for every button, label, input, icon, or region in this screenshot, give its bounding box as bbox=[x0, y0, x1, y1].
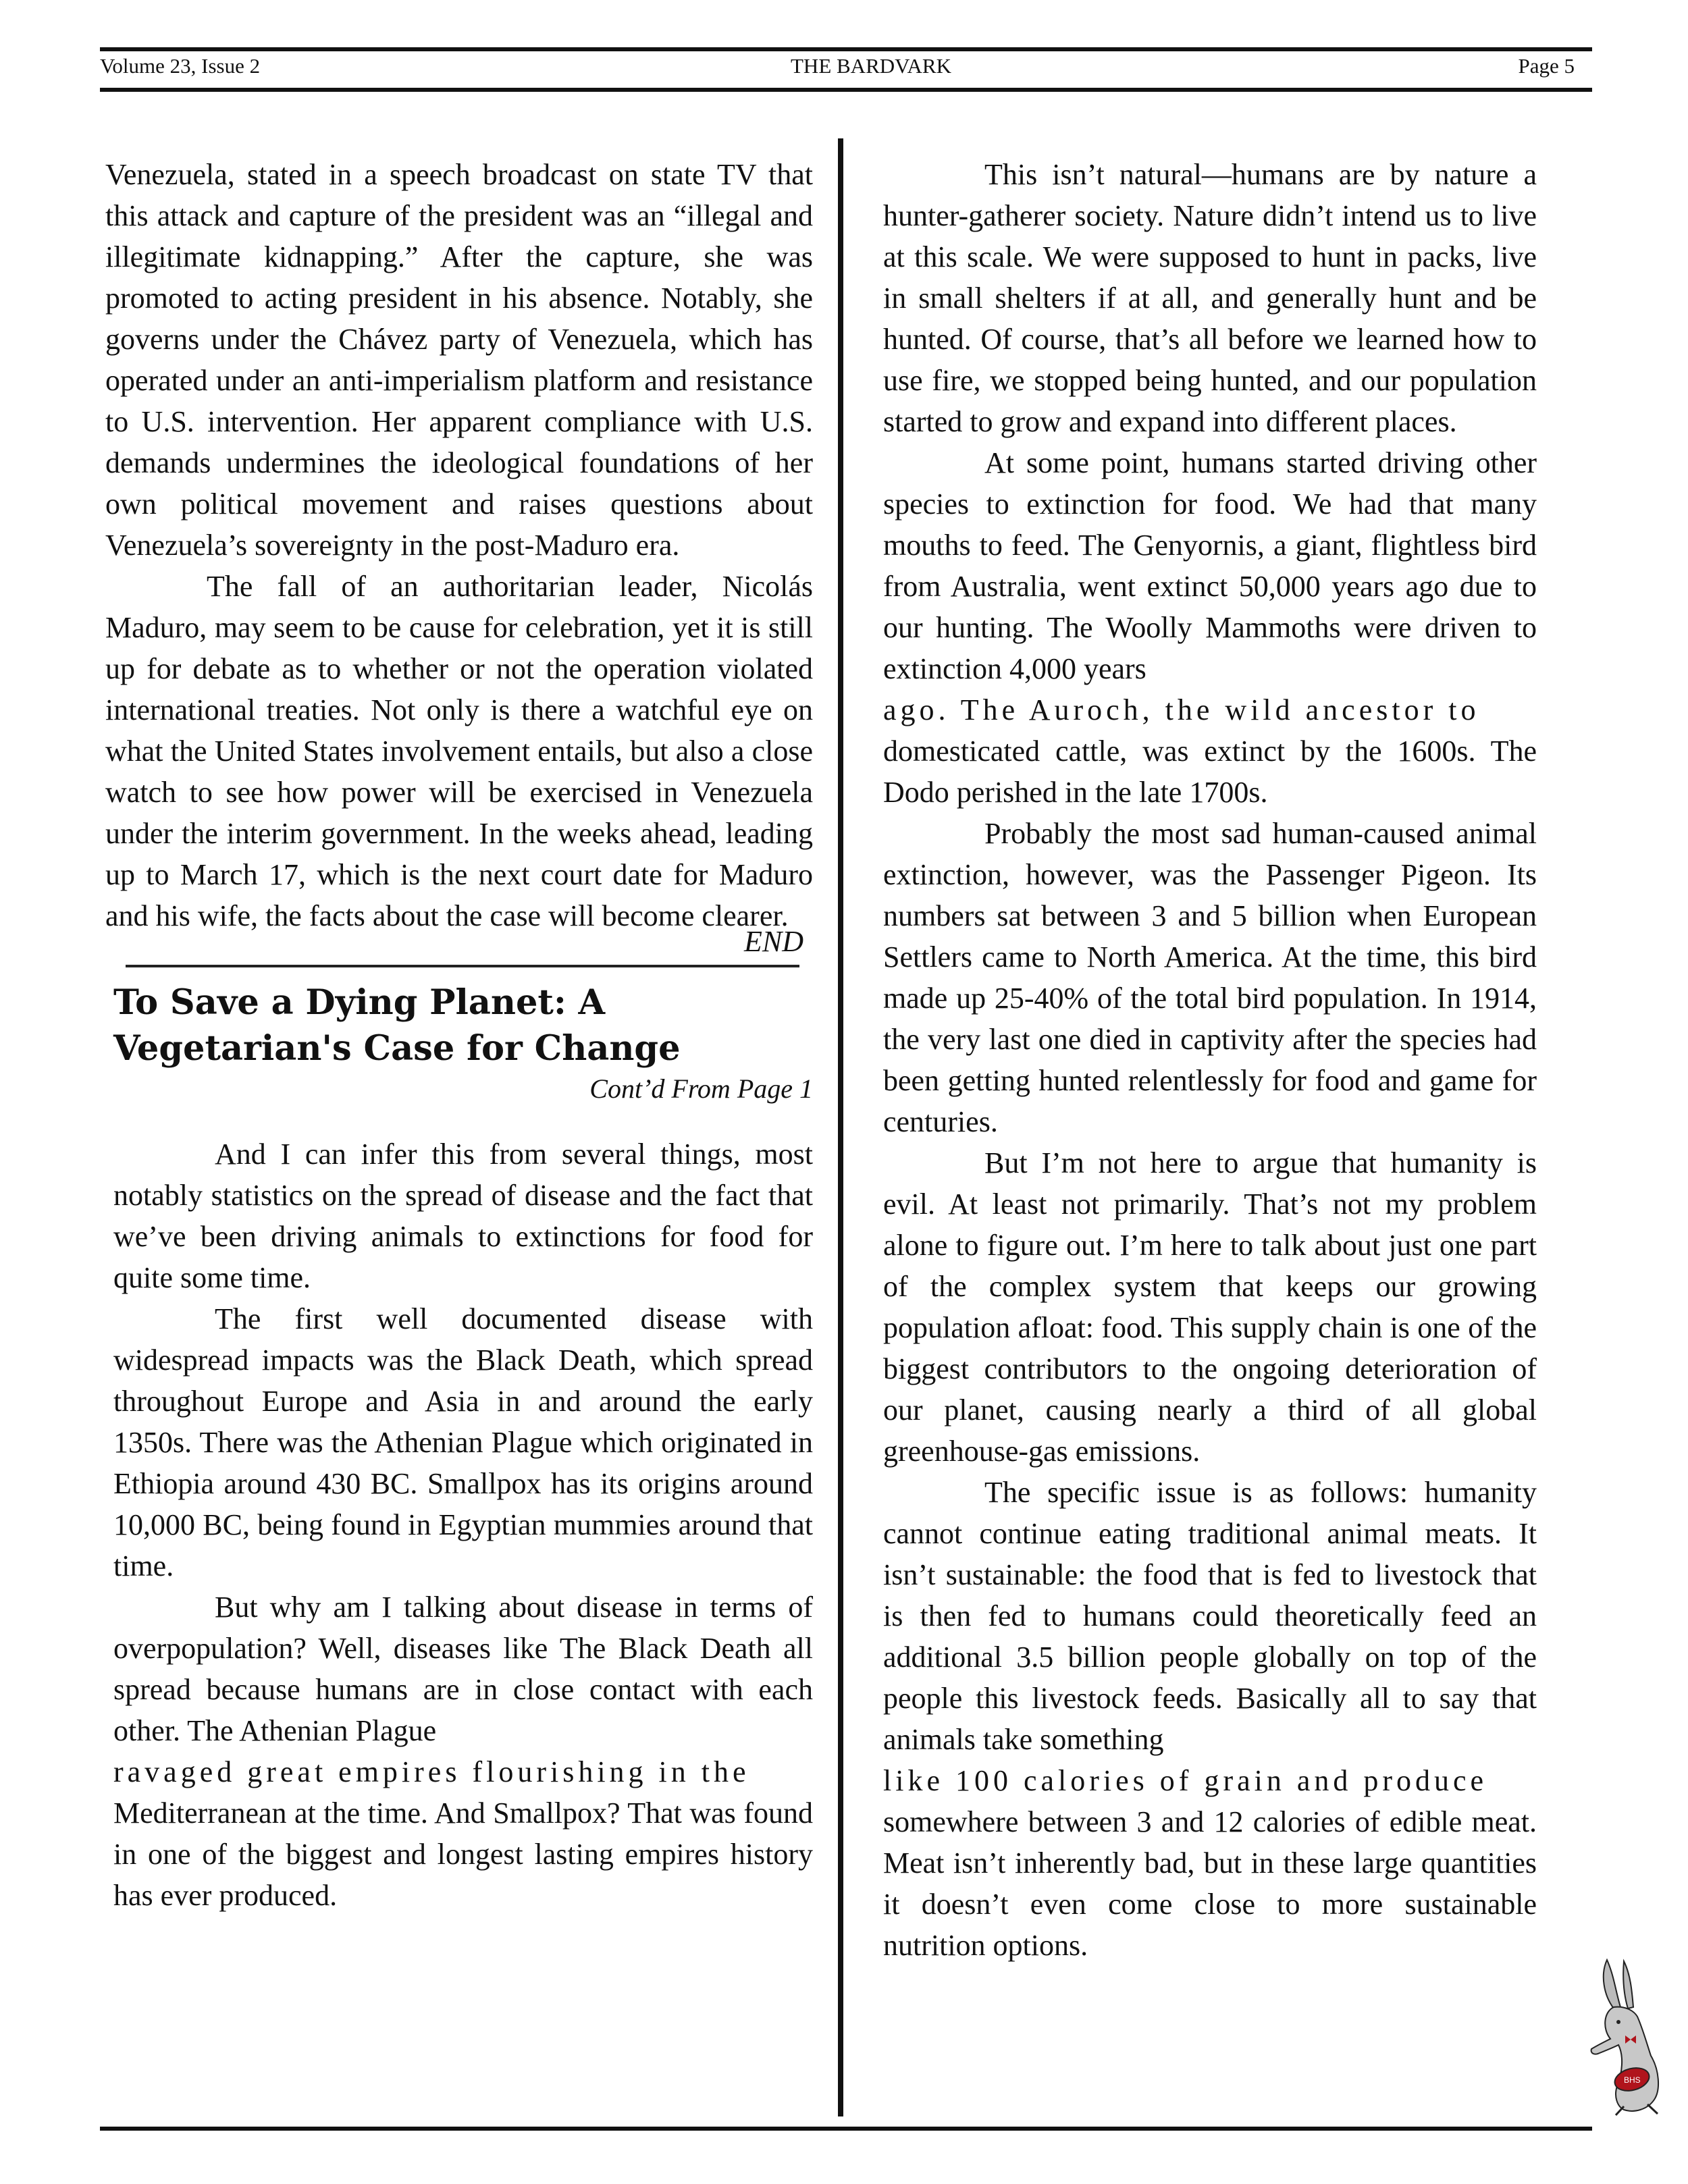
page-number: Page 5 bbox=[1518, 54, 1575, 78]
article-line-spaced: ago. The Auroch, the wild ancestor to bbox=[883, 693, 1480, 726]
header-top-rule bbox=[100, 47, 1592, 51]
article-paragraph: The first well documented disease with widespread impacts was the Black Death, which spread throughout Europe and Asia in and around the early 1350s. There was the Athenian Plague which originated in Ethiopia around 430 BC. Smallpox has its origins around 10,000 BC, being found in Egyptian mummies around that time. bbox=[113, 1302, 813, 1582]
article-paragraph: The specific issue is as follows: humanity cannot continue eating traditional animal meats. It isn’t sustainable: the food that is fed to livestock that is then fed to humans could theoretically feed an additional 3.5 billion people globally on top of the people this livestock feeds. Basically all to say that animals take something bbox=[883, 1476, 1537, 1756]
article-paragraph: But I’m not here to argue that humanity is evil. At least not primarily. That’s not my problem alone to figure out. I’m here to talk about just one part of the complex system that keeps our growing population afloat: food. This supply chain is one of the biggest contributors to the ongoing deterioration of our planet, causing nearly a third of all global greenhouse-gas emissions. bbox=[883, 1146, 1537, 1468]
mascot-badge-text: BHS bbox=[1624, 2075, 1641, 2085]
right-column bbox=[883, 154, 1537, 1966]
article-paragraph: Venezuela, stated in a speech broadcast on state TV that this attack and capture of the president was an “illegal and illegitimate kidnapping.” After the capture, she was promoted to acting president in his absence. Notably, she governs under the Chávez party of Venezuela, which has operated under an anti-imperialism platform and resistance to U.S. intervention. Her apparent compliance with U.S. demands undermines the ideological foundations of her own political movement and raises questions about Venezuela’s sovereignty in the post-Maduro era. bbox=[105, 158, 813, 562]
article-paragraph: At some point, humans started driving other species to extinction for food. We had that many mouths to feed. The Genyornis, a giant, flightless bird from Australia, went extinct 50,000 years ago due to our hunting. The Woolly Mammoths were driven to extinction 4,000 years bbox=[883, 446, 1537, 685]
article-paragraph: This isn’t natural—humans are by nature a hunter-gatherer society. Nature didn’t intend us to live at this scale. We were supposed to hunt in packs, live in small shelters if at all, and generally hunt and be hunted. Of course, that’s all before we learned how to use fire, we stopped being hunted, and our population started to grow and expand into different places. bbox=[883, 158, 1537, 438]
aardvark-mascot-icon bbox=[1583, 1954, 1678, 2116]
headline-line-1: To Save a Dying Planet: A bbox=[113, 982, 606, 1023]
headline-line-2: Vegetarian's Case for Change bbox=[113, 1028, 681, 1069]
article-line-spaced: like 100 calories of grain and produce bbox=[883, 1764, 1488, 1797]
article-paragraph: But why am I talking about disease in terms of overpopulation? Well, diseases like The Black Death all spread because humans are in close contact with each other. The Athenian Plague bbox=[113, 1591, 813, 1747]
article-paragraph: domesticated cattle, was extinct by the 1600s. The Dodo perished in the late 1700s. bbox=[883, 735, 1537, 809]
end-mark: END bbox=[744, 925, 803, 958]
header-bottom-rule bbox=[100, 88, 1592, 92]
article-separator bbox=[126, 965, 799, 967]
article-paragraph: Probably the most sad human-caused animal extinction, however, was the Passenger Pigeon. Its numbers sat between 3 and 5 billion when European Settlers came to North America. At the time, this bird made up 25-40% of the total bird population. In 1914, the very last one died in captivity after the species had been getting hunted relentlessly for food and game for centuries. bbox=[883, 817, 1537, 1138]
column-divider bbox=[838, 138, 843, 2116]
masthead-title: THE BARDVARK bbox=[791, 54, 951, 78]
article-line-spaced: ravaged great empires flourishing in the bbox=[113, 1755, 750, 1788]
article-paragraph: Mediterranean at the time. And Smallpox? That was found in one of the biggest and longest lasting empires history has ever produced. bbox=[113, 1796, 813, 1912]
footer-rule bbox=[100, 2127, 1592, 2131]
left-column bbox=[105, 154, 813, 1916]
article-paragraph: And I can infer this from several things, most notably statistics on the spread of disease and the fact that we’ve been driving animals to extinctions for food for quite some time. bbox=[113, 1138, 813, 1294]
volume-issue: Volume 23, Issue 2 bbox=[100, 54, 261, 78]
continued-from-note: Cont’d From Page 1 bbox=[589, 1073, 813, 1104]
vegetarian-article-left bbox=[105, 1134, 813, 1916]
article-paragraph: The fall of an authoritarian leader, Nicolás Maduro, may seem to be cause for celebration, yet it is still up for debate as to whether or not the operation violated international treaties. Not only is there a watchful eye on what the United States involvement entails, but also a close watch to see how power will be exercised in Venezuela under the interim government. In the weeks ahead, leading up to March 17, which is the next court date for Maduro and his wife, the facts about the case will become clearer. bbox=[105, 570, 813, 932]
article-paragraph: somewhere between 3 and 12 calories of edible meat. Meat isn’t inherently bad, but in these large quantities it doesn’t even come close to more sustainable nutrition options. bbox=[883, 1805, 1537, 1962]
